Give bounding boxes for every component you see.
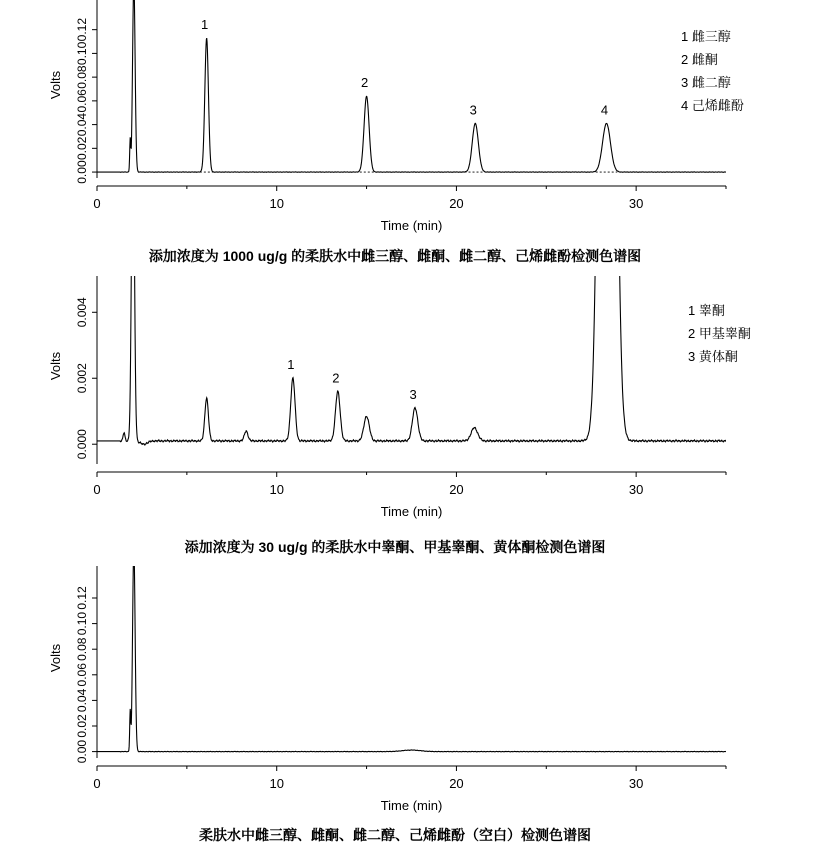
chart-1000ug-estrogens [48,0,744,233]
x-tick-label: 0 [93,776,101,791]
peak-label: 1 [201,16,209,32]
y-axis-title: Volts [48,351,63,381]
legend-entry: 3 黄体酮 [688,349,738,364]
peak-label: 4 [600,102,609,118]
legend-entry: 3 雌二醇 [681,75,731,90]
peak-label: 2 [332,370,340,386]
chromatogram-trace [97,0,726,172]
peak-label: 3 [469,102,477,118]
y-tick-label: 0.10 [75,611,89,636]
x-tick-label: 30 [628,196,644,211]
y-axis-title: Volts [48,643,63,673]
x-tick-label: 30 [628,482,644,497]
x-tick-label: 20 [449,482,464,497]
legend-entry: 1 睾酮 [688,303,725,318]
chart-caption-2: 添加浓度为 30 ug/g 的柔肤水中睾酮、甲基睾酮、黄体酮检测色谱图 [184,539,606,555]
y-tick-label: 0.02 [75,714,89,738]
y-tick-label: 0.00 [75,160,89,184]
y-tick-label: 0.08 [75,65,89,89]
y-tick-label: 0.06 [75,663,89,687]
legend-entry: 4 己烯雌酚 [681,98,744,113]
chart-blank-estrogens [48,548,726,813]
chart-caption-3: 柔肤水中雌三醇、雌酮、雌二醇、己烯雌酚（空白）检测色谱图 [199,827,591,843]
y-tick-label: 0.10 [75,41,89,66]
chromatogram-trace [97,548,726,752]
y-tick-label: 0.12 [75,17,89,42]
chart-caption-1: 添加浓度为 1000 ug/g 的柔肤水中雌三醇、雌酮、雌二醇、己烯雌酚检测色谱图 [148,248,642,264]
y-tick-label: 0.06 [75,89,89,113]
y-tick-label: 0.000 [75,429,89,460]
x-tick-label: 30 [628,776,644,791]
x-axis-title: Time (min) [380,218,443,233]
legend-entry: 2 甲基睾酮 [688,326,751,341]
y-tick-label: 0.12 [75,586,89,610]
x-tick-label: 20 [449,776,464,791]
x-axis-title: Time (min) [380,504,443,519]
y-tick-label: 0.04 [75,112,89,137]
y-tick-label: 0.00 [75,739,89,764]
y-tick-label: 0.02 [75,136,89,161]
peak-label: 3 [409,386,417,402]
x-axis-title: Time (min) [380,798,443,813]
x-tick-label: 0 [93,482,101,497]
x-tick-label: 20 [449,196,464,211]
y-tick-label: 0.002 [75,363,89,394]
legend-entry: 2 雌酮 [681,52,718,67]
legend-entry: 1 雌三醇 [681,29,731,44]
y-tick-label: 0.08 [75,637,89,661]
y-tick-label: 0.04 [75,688,89,713]
x-tick-label: 10 [269,196,284,211]
x-tick-label: 0 [93,196,101,211]
y-tick-label: 0.004 [75,297,89,328]
peak-label: 1 [287,357,295,373]
y-axis-title: Volts [48,70,63,100]
peak-label: 2 [360,75,369,91]
x-tick-label: 10 [269,482,284,497]
x-tick-label: 10 [269,776,284,791]
